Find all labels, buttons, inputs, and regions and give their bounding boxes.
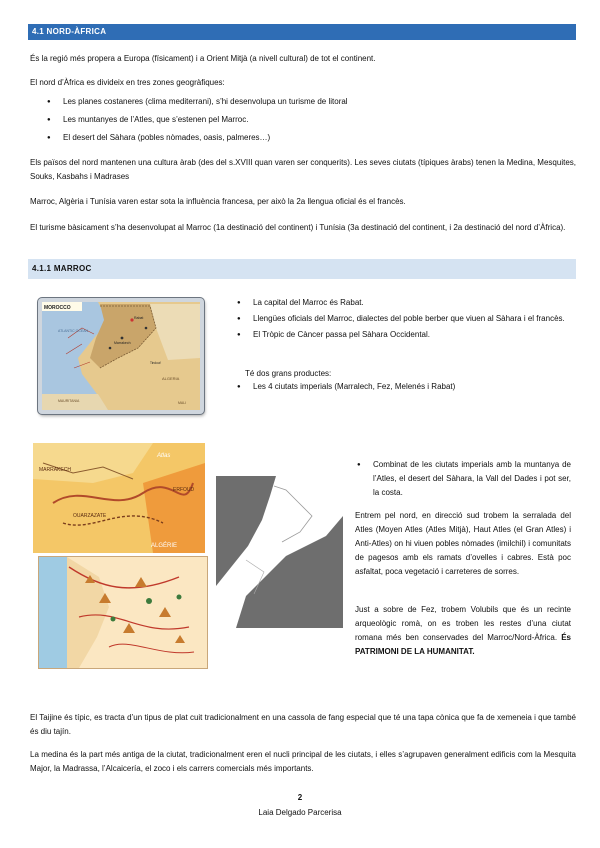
combo-list <box>355 458 571 500</box>
products-label: Té dos grans productes: <box>245 369 332 378</box>
map-label: Rabat <box>134 316 144 320</box>
list-item: ● Les 4 ciutats imperials (Marralech, Fez, Melenés i Rabat) <box>235 380 571 394</box>
author-name: Laia Delgado Parcerisa <box>258 808 342 817</box>
subsection-heading: 4.1.1 MARROC <box>28 259 576 279</box>
products-list <box>235 380 571 394</box>
list-item: ● Combinat de les ciutats imperials amb la muntanya de l’Atles, el desert del Sàhara, la Vall del Dades i pot ser, la costa. <box>355 458 571 500</box>
route-map-label: MARRAKECH <box>39 467 71 473</box>
grayscale-map-image <box>216 476 343 628</box>
french-paragraph: Marroc, Algèria i Tunísia varen estar sota la influència francesa, per això la 2a llengua oficial és el francès. <box>30 197 406 206</box>
zones-list <box>45 95 575 145</box>
map-label: ALGERIA <box>162 376 180 381</box>
map-title: MOROCCO <box>44 305 71 311</box>
list-item: ● Llengües oficials del Marroc, dialectes del poble berber que viuen al Sàhara i el francès. <box>235 312 571 326</box>
list-item: ● El desert del Sàhara (pobles nòmades, oasis, palmeres…) <box>45 131 575 145</box>
list-item: ● El Tròpic de Càncer passa pel Sàhara Occidental. <box>235 328 571 342</box>
map-label: MAURITANIA <box>58 399 80 403</box>
zones-intro: El nord d’Àfrica es divideix en tres zones geogràfiques: <box>30 78 225 87</box>
volubilis-heritage-note: És PATRIMONI DE LA HUMANITAT. <box>355 633 571 656</box>
route-map-label: OUARZAZATE <box>73 513 107 519</box>
intro-paragraph: És la regió més propera a Europa (físicament) i a Orient Mitjà (a nivell cultural) de tot el continent. <box>30 54 376 63</box>
page-number: 2 <box>297 793 303 802</box>
illustrated-map-graphic <box>39 557 207 668</box>
map-label: ATLANTIC OCEAN <box>58 329 89 333</box>
atlas-paragraph: Entrem pel nord, en direcció sud trobem la serralada del Atles (Moyen Atles (Atles Mitjà), Haut Atles (el Gran Atles) i Anti-Atles) on hi viuen pobles nòmades (imilchil) i comunitats de pagesos amb els ramats d’ovelles i cabres. Està poc asfaltat, poca vegetació i carreteres de sorres. <box>355 511 571 576</box>
illustrated-map-image <box>38 556 208 669</box>
morocco-map-graphic <box>38 298 204 414</box>
list-item: ● Les planes costaneres (clima mediterrani), s’hi desenvolupa un turisme de litoral <box>45 95 575 109</box>
morocco-map-image <box>38 298 204 414</box>
volubilis-paragraph <box>355 603 571 659</box>
list-item: ● La capital del Marroc és Rabat. <box>235 296 571 310</box>
medina-paragraph: La medina és la part més antiga de la ciutat, tradicionalment eren el nucli principal de les ciutats, i elles s’agrupaven generalment edificis com la Mesquita Major, la Madrassa, l’Alcaicería, el zoco i els carrers comercials més importants. <box>30 750 576 773</box>
route-map-label: ALGÉRIE <box>151 543 178 549</box>
route-map-image <box>33 443 205 553</box>
map-label: MALI <box>178 401 187 405</box>
tajine-paragraph: El Taijine és típic, es tracta d’un tipus de plat cuit tradicionalment en una cassola de fang especial que té una tapa cònica que fa de xemeneia i que també és diu tajín. <box>30 713 576 736</box>
route-map-label: ERFOUD <box>173 487 195 493</box>
volubilis-text: Just a sobre de Fez, trobem Volubils que és un recinte arqueològic romà, on es troben les restes d’una ciutat romana més ben conservades del Marroc/Nord-Àfrica. <box>355 605 571 642</box>
route-map-label: Atlas <box>157 453 171 459</box>
tourism-paragraph: El turisme bàsicament s’ha desenvolupat al Marroc (1a destinació del continent) i Tunísia (3a destinació del continent, i 2a destinació del nord d’Àfrica). <box>30 223 566 232</box>
morocco-facts-list <box>235 296 571 342</box>
culture-paragraph: Els països del nord mantenen una cultura àrab (des del s.XVIII quan varen ser conquerits). Les seves ciutats (típiques àrabs) tenen la Medina, Mesquites, Souks, Kasbahs i Madrases <box>30 158 576 181</box>
map-label: Tindouf <box>150 361 161 365</box>
list-item: ● Les muntanyes de l’Atles, que s’estenen pel Marroc. <box>45 113 575 127</box>
section-heading: 4.1 NORD-ÀFRICA <box>28 24 576 40</box>
route-map-graphic <box>33 443 205 553</box>
map-label: Marrakech <box>114 341 131 345</box>
grayscale-map-graphic <box>216 476 343 628</box>
